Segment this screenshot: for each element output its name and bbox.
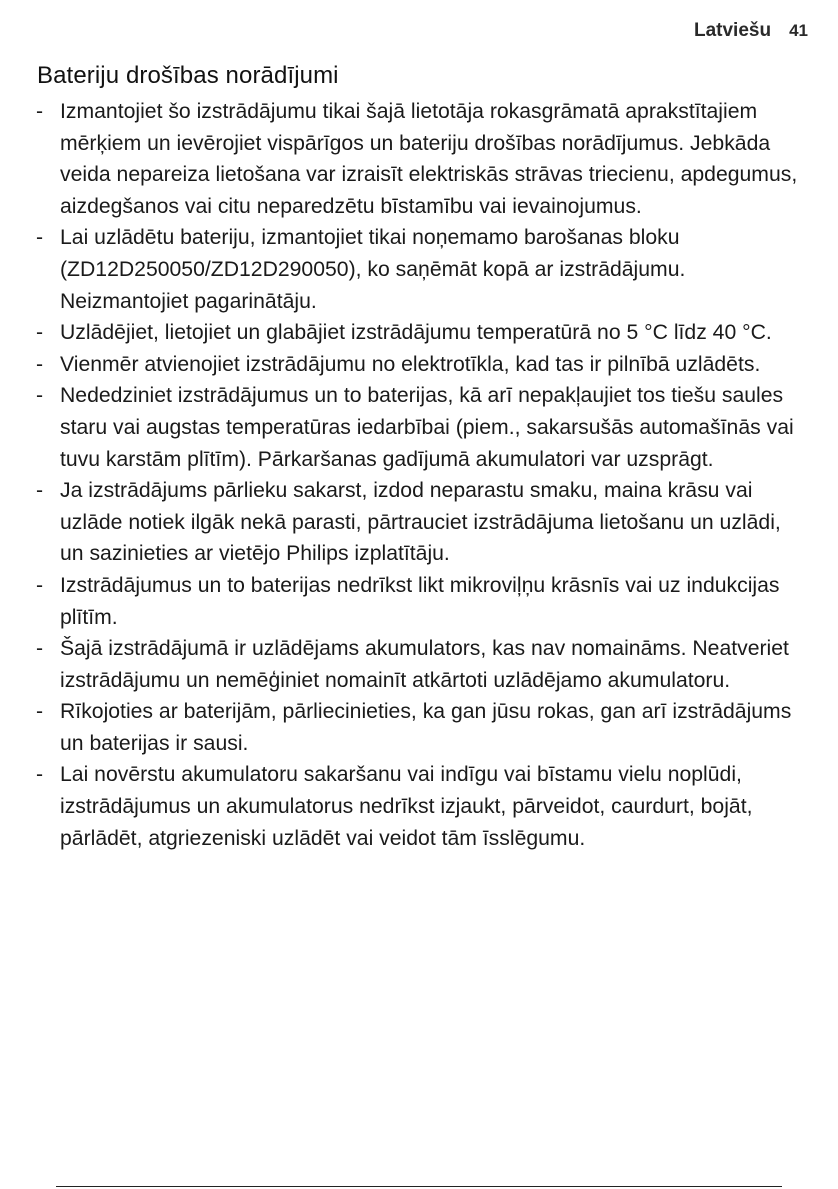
list-item	[36, 349, 808, 381]
list-item-text: Izmantojiet šo izstrādājumu tikai šajā lietotāja rokasgrāmatā aprakstītajiem mērķiem un ievērojiet vispārīgos un bateriju drošības norādījumus. Jebkāda veida nepareiza lietošana var izraisīt elektriskās strāvas triecienu, apdegumus, aizdegšanos vai citu neparedzētu bīstamību vai ievainojumus.	[60, 100, 798, 218]
list-item-text: Uzlādējiet, lietojiet un glabājiet izstrādājumu temperatūrā no 5 °C līdz 40 °C.	[60, 321, 772, 345]
section-title: Bateriju drošības norādījumi	[37, 62, 339, 89]
bullet-dash: -	[36, 100, 44, 123]
language-label: Latviešu	[693, 20, 772, 41]
list-item	[36, 759, 808, 854]
list-item	[36, 633, 808, 696]
list-item	[36, 96, 808, 222]
bullet-dash: -	[36, 700, 44, 724]
list-item-text: Ja izstrādājums pārlieku sakarst, izdod neparastu smaku, maina krāsu vai uzlāde notiek ilgāk nekā parasti, pārtrauciet izstrādājuma lietošanu un uzlādi, un sazinieties ar vietējo Philips izplatītāju.	[60, 479, 781, 566]
list-item-text: Šajā izstrādājumā ir uzlādējams akumulators, kas nav nomaināms. Neatveriet izstrādājumu un nemēģiniet nomainīt atkārtoti uzlādējamo akumulatoru.	[60, 637, 789, 692]
bullet-dash: -	[36, 321, 44, 345]
page-header	[694, 20, 808, 42]
bullet-dash: -	[36, 352, 44, 376]
list-item-text: Lai uzlādētu bateriju, izmantojiet tikai noņemamo barošanas bloku (ZD12D250050/ZD12D290050), ko saņēmāt kopā ar izstrādājumu. Neizmantojiet pagarinātāju.	[60, 226, 686, 313]
list-item-text: Rīkojoties ar baterijām, pārliecinieties, ka gan jūsu rokas, gan arī izstrādājums un baterijas ir sausi.	[60, 700, 792, 755]
list-item	[36, 380, 808, 475]
bullet-dash: -	[36, 226, 44, 250]
list-item-text: Lai novērstu akumulatoru sakaršanu vai indīgu vai bīstamu vielu noplūdi, izstrādājumus un akumulatorus nedrīkst izjaukt, pārveidot, caurdurt, bojāt, pārlādēt, atgriezeniski uzlādēt vai veidot tām īsslēgumu.	[60, 763, 753, 850]
bullet-dash: -	[36, 573, 44, 597]
list-item	[36, 317, 808, 349]
list-item	[36, 475, 808, 570]
bullet-dash: -	[36, 637, 44, 661]
list-item-text: Izstrādājumus un to baterijas nedrīkst likt mikroviļņu krāsnīs vai uz indukcijas plītīm.	[60, 573, 780, 629]
footer-divider	[56, 1186, 782, 1187]
list-item	[36, 222, 808, 317]
list-item	[36, 570, 808, 633]
page-number: 41	[789, 21, 808, 40]
bullet-dash: -	[36, 763, 44, 787]
safety-instructions-list	[36, 96, 808, 854]
bullet-dash: -	[36, 479, 44, 503]
list-item-text: Nededziniet izstrādājumus un to baterijas, kā arī nepakļaujiet tos tiešu saules staru vai augstas temperatūras iedarbībai (piem., sakarsušās automašīnās vai tuvu karstām plītīm). Pārkaršanas gadījumā akumulatori var uzsprāgt.	[60, 384, 794, 471]
list-item	[36, 696, 808, 759]
list-item-text: Vienmēr atvienojiet izstrādājumu no elektrotīkla, kad tas ir pilnībā uzlādēts.	[60, 352, 761, 376]
bullet-dash: -	[36, 384, 44, 408]
